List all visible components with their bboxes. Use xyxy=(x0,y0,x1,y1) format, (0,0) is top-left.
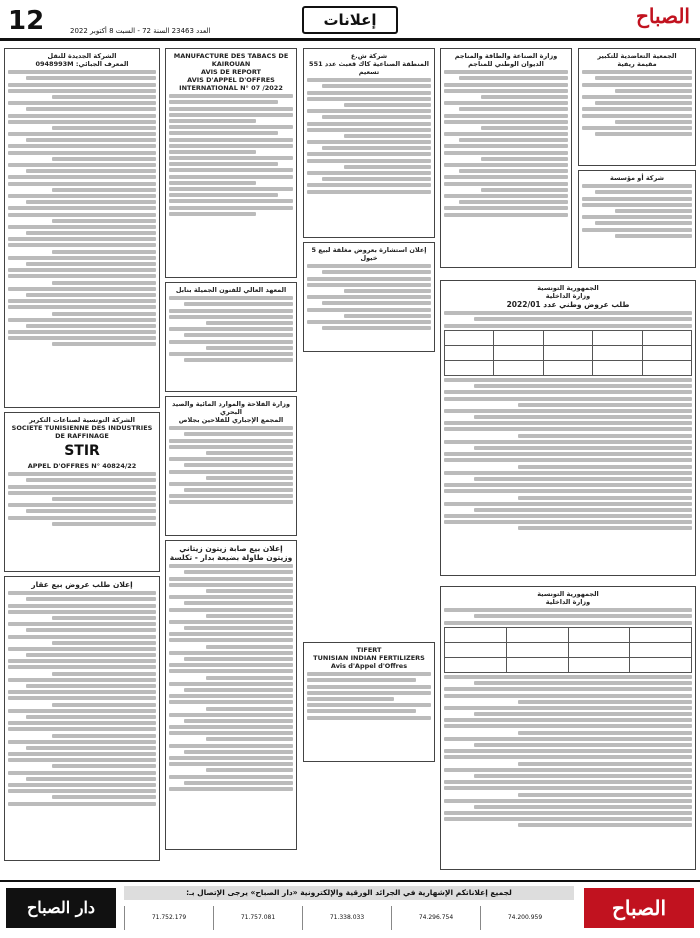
notice-box xyxy=(303,642,435,762)
notice-box xyxy=(4,412,160,572)
office-phone: 71.338.033 xyxy=(302,906,391,930)
newspaper-logo: الصباح xyxy=(600,4,690,34)
notice-box xyxy=(165,282,297,392)
notice-title: الشركة التونسية لصناعات التكرير xyxy=(29,416,135,424)
notice-subtitle: وزارة الداخلية xyxy=(545,292,591,300)
footer-offices xyxy=(124,904,574,930)
column-4 xyxy=(165,48,297,873)
notice-title: إعلان استشارة بعروض مغلقة لبيع 5 خيول xyxy=(311,246,427,262)
notice-subtitle: الديوان الوطني للمناجم xyxy=(468,60,544,68)
notice-subtitle: APPEL D'OFFRES N° 40824/22 xyxy=(27,462,137,470)
footer-banner: لجميع إعلاناتكم الإشهارية في الجرائد الورقية والإلكترونية «دار الصباح» يرجى الإتصال بـ: xyxy=(124,886,574,900)
notice-box xyxy=(440,48,572,268)
notice-title: شركة أو مؤسسة xyxy=(610,174,664,182)
notice-subtitle: TUNISIAN INDIAN FERTILIZERS xyxy=(313,654,425,662)
middle-notice xyxy=(440,280,696,580)
notice-box xyxy=(578,48,696,166)
notice-box xyxy=(165,540,297,850)
notice-subtitle: المنطقة الصناعية كاك قعبث عدد 551 تسعيم xyxy=(309,60,429,76)
notice-title: وزارة الصناعة والطاقة والمناجم xyxy=(454,52,558,60)
notice-title: TIFERT xyxy=(356,646,382,654)
notice-title: الجمعية التعاضدية للتكبير xyxy=(597,52,677,60)
notice-box xyxy=(578,170,696,268)
header-rule xyxy=(0,38,700,41)
office-phone: 74.296.754 xyxy=(391,906,480,930)
notice-subtitle: AVIS D'APPEL D'OFFRES INTERNATIONAL N° 07 /2022 xyxy=(179,76,283,92)
notice-table xyxy=(444,330,692,376)
notice-subtitle: SOCIETE TUNISIENNE DES INDUSTRIES DE RAFFINAGE xyxy=(11,424,153,440)
notice-subtitle: المعرف الجبائي: 0948993M xyxy=(35,60,129,68)
office-phone: 74.200.959 xyxy=(480,906,569,930)
stir-logo: STIR xyxy=(64,443,100,459)
notice-title: إعلان طلب عروض بيع عقار xyxy=(31,580,133,589)
notice-title: شركة ش.ع xyxy=(350,52,388,60)
notice-subtitle: وزارة الداخلية xyxy=(545,598,591,606)
notice-title: الجمهورية التونسية xyxy=(537,284,599,292)
column-2 xyxy=(440,48,572,273)
notice-title: MANUFACTURE DES TABACS DE KAIROUAN xyxy=(173,52,289,68)
notice-title: الشركة الجديدة للنقل xyxy=(47,52,117,60)
column-5 xyxy=(4,48,160,873)
notice-title: المعهد العالي للفنون الجميلة بنابل xyxy=(175,286,287,294)
notice-box xyxy=(4,48,160,408)
page-number: 12 xyxy=(8,6,45,36)
issue-line: العدد 23463 السنة 72 - السبت 8 أكتوبر 2022 xyxy=(70,27,211,35)
notice-subtitle: مقيمة ريفية xyxy=(617,60,657,68)
column-3 xyxy=(303,48,435,873)
notice-box xyxy=(303,48,435,238)
footer-left-brand: دار الصباح xyxy=(6,888,116,928)
office-phone: 71.757.081 xyxy=(213,906,302,930)
column-1 xyxy=(578,48,696,273)
footer-ad xyxy=(0,880,700,938)
notice-title: إعلان بيع صابة زيتون زيتاني وزيتون طاولة بضيعة بدار - تكلسة xyxy=(169,544,293,562)
notice-headline: طلب عروض وطني عدد 2022/01 xyxy=(506,300,630,309)
office-phone: 71.752.179 xyxy=(124,906,213,930)
notice-subtitle: المجمع الإجباري للفلاحين بجلاص xyxy=(178,416,284,424)
footer-brand: الصباح xyxy=(584,888,694,928)
notice-box xyxy=(303,242,435,352)
notice-box xyxy=(4,576,160,861)
notice-box xyxy=(165,48,297,278)
notice-subtitle: AVIS DE REPORT xyxy=(201,68,261,76)
notice-title: وزارة الفلاحة والموارد المائية والصيد البحري xyxy=(171,400,291,416)
notice-title: الجمهورية التونسية xyxy=(537,590,599,598)
section-title: إعلانات xyxy=(302,6,398,34)
notice-box xyxy=(440,280,696,576)
notice-table xyxy=(444,627,692,673)
notice-box xyxy=(165,396,297,536)
bottom-notice xyxy=(440,586,696,874)
notice-box xyxy=(440,586,696,870)
notice-subtitle: Avis d'Appel d'Offres xyxy=(330,662,408,670)
